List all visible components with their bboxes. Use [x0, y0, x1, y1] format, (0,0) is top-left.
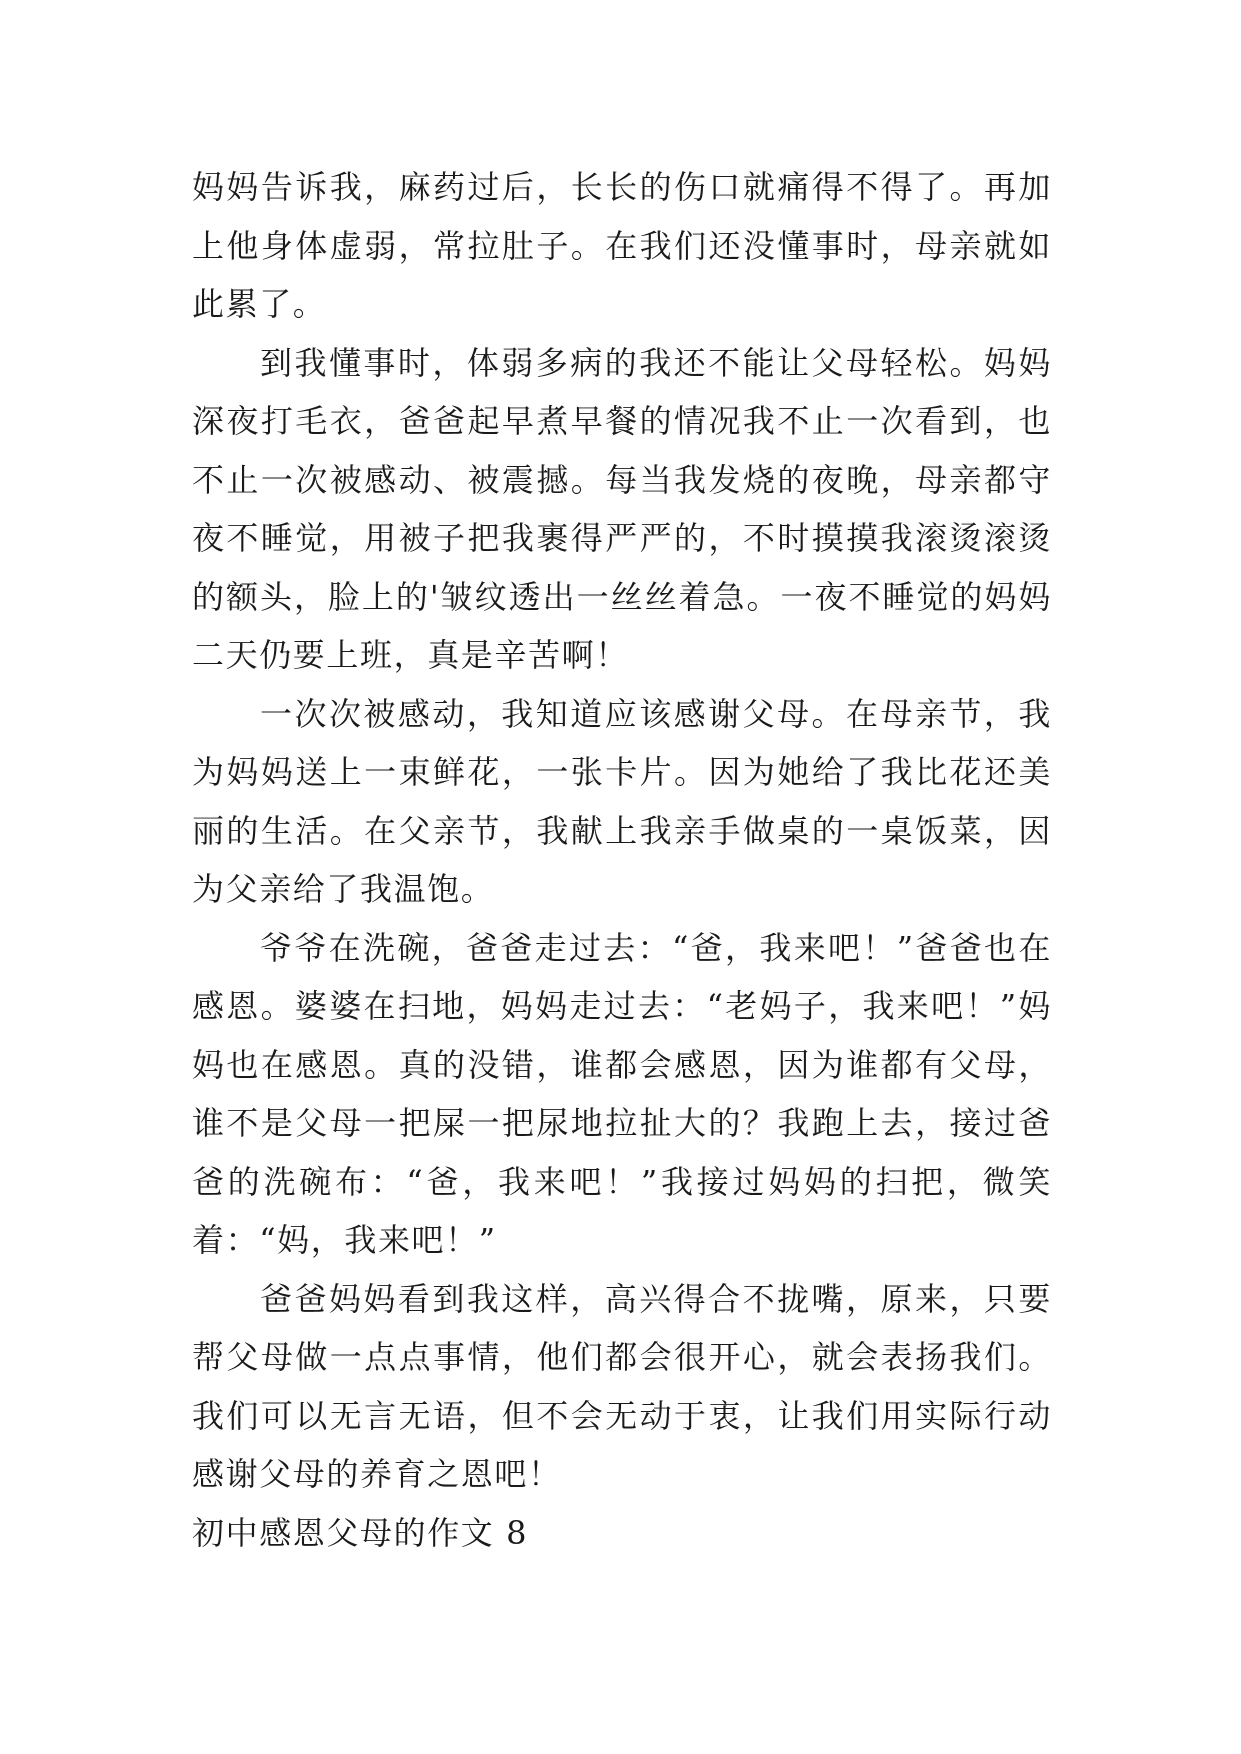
- document-body: [192, 158, 1052, 1562]
- paragraph-2: 到我懂事时，体弱多病的我还不能让父母轻松。妈妈深夜打毛衣，爸爸起早煮早餐的情况我不止一次看到，也不止一次被感动、被震撼。每当我发烧的夜晚，母亲都守夜不睡觉，用被子把我裹得严严的，不时摸摸我滚烫滚烫的额头，脸上的'皱纹透出一丝丝着急。一夜不睡觉的妈妈二天仍要上班，真是辛苦啊！: [192, 343, 1052, 674]
- section-heading: 初中感恩父母的作文 8: [192, 1513, 529, 1552]
- paragraph-5: 爸爸妈妈看到我这样，高兴得合不拢嘴，原来，只要帮父母做一点点事情，他们都会很开心，就会表扬我们。我们可以无言无语，但不会无动于衷，让我们用实际行动感谢父母的养育之恩吧！: [192, 1279, 1052, 1493]
- paragraph-4: 爷爷在洗碗，爸爸走过去：“爸，我来吧！”爸爸也在感恩。婆婆在扫地，妈妈走过去：“老妈子，我来吧！”妈妈也在感恩。真的没错，谁都会感恩，因为谁都有父母，谁不是父母一把屎一把尿地拉扯大的？我跑上去，接过爸爸的洗碗布：“爸，我来吧！”我接过妈妈的扫把，微笑着：“妈，我来吧！”: [192, 928, 1052, 1259]
- paragraph-1: 妈妈告诉我，麻药过后，长长的伤口就痛得不得了。再加上他身体虚弱，常拉肚子。在我们还没懂事时，母亲就如此累了。: [192, 168, 1052, 323]
- paragraph-3: 一次次被感动，我知道应该感谢父母。在母亲节，我为妈妈送上一束鲜花，一张卡片。因为她给了我比花还美丽的生活。在父亲节，我献上我亲手做桌的一桌饭菜，因为父亲给了我温饱。: [192, 694, 1052, 908]
